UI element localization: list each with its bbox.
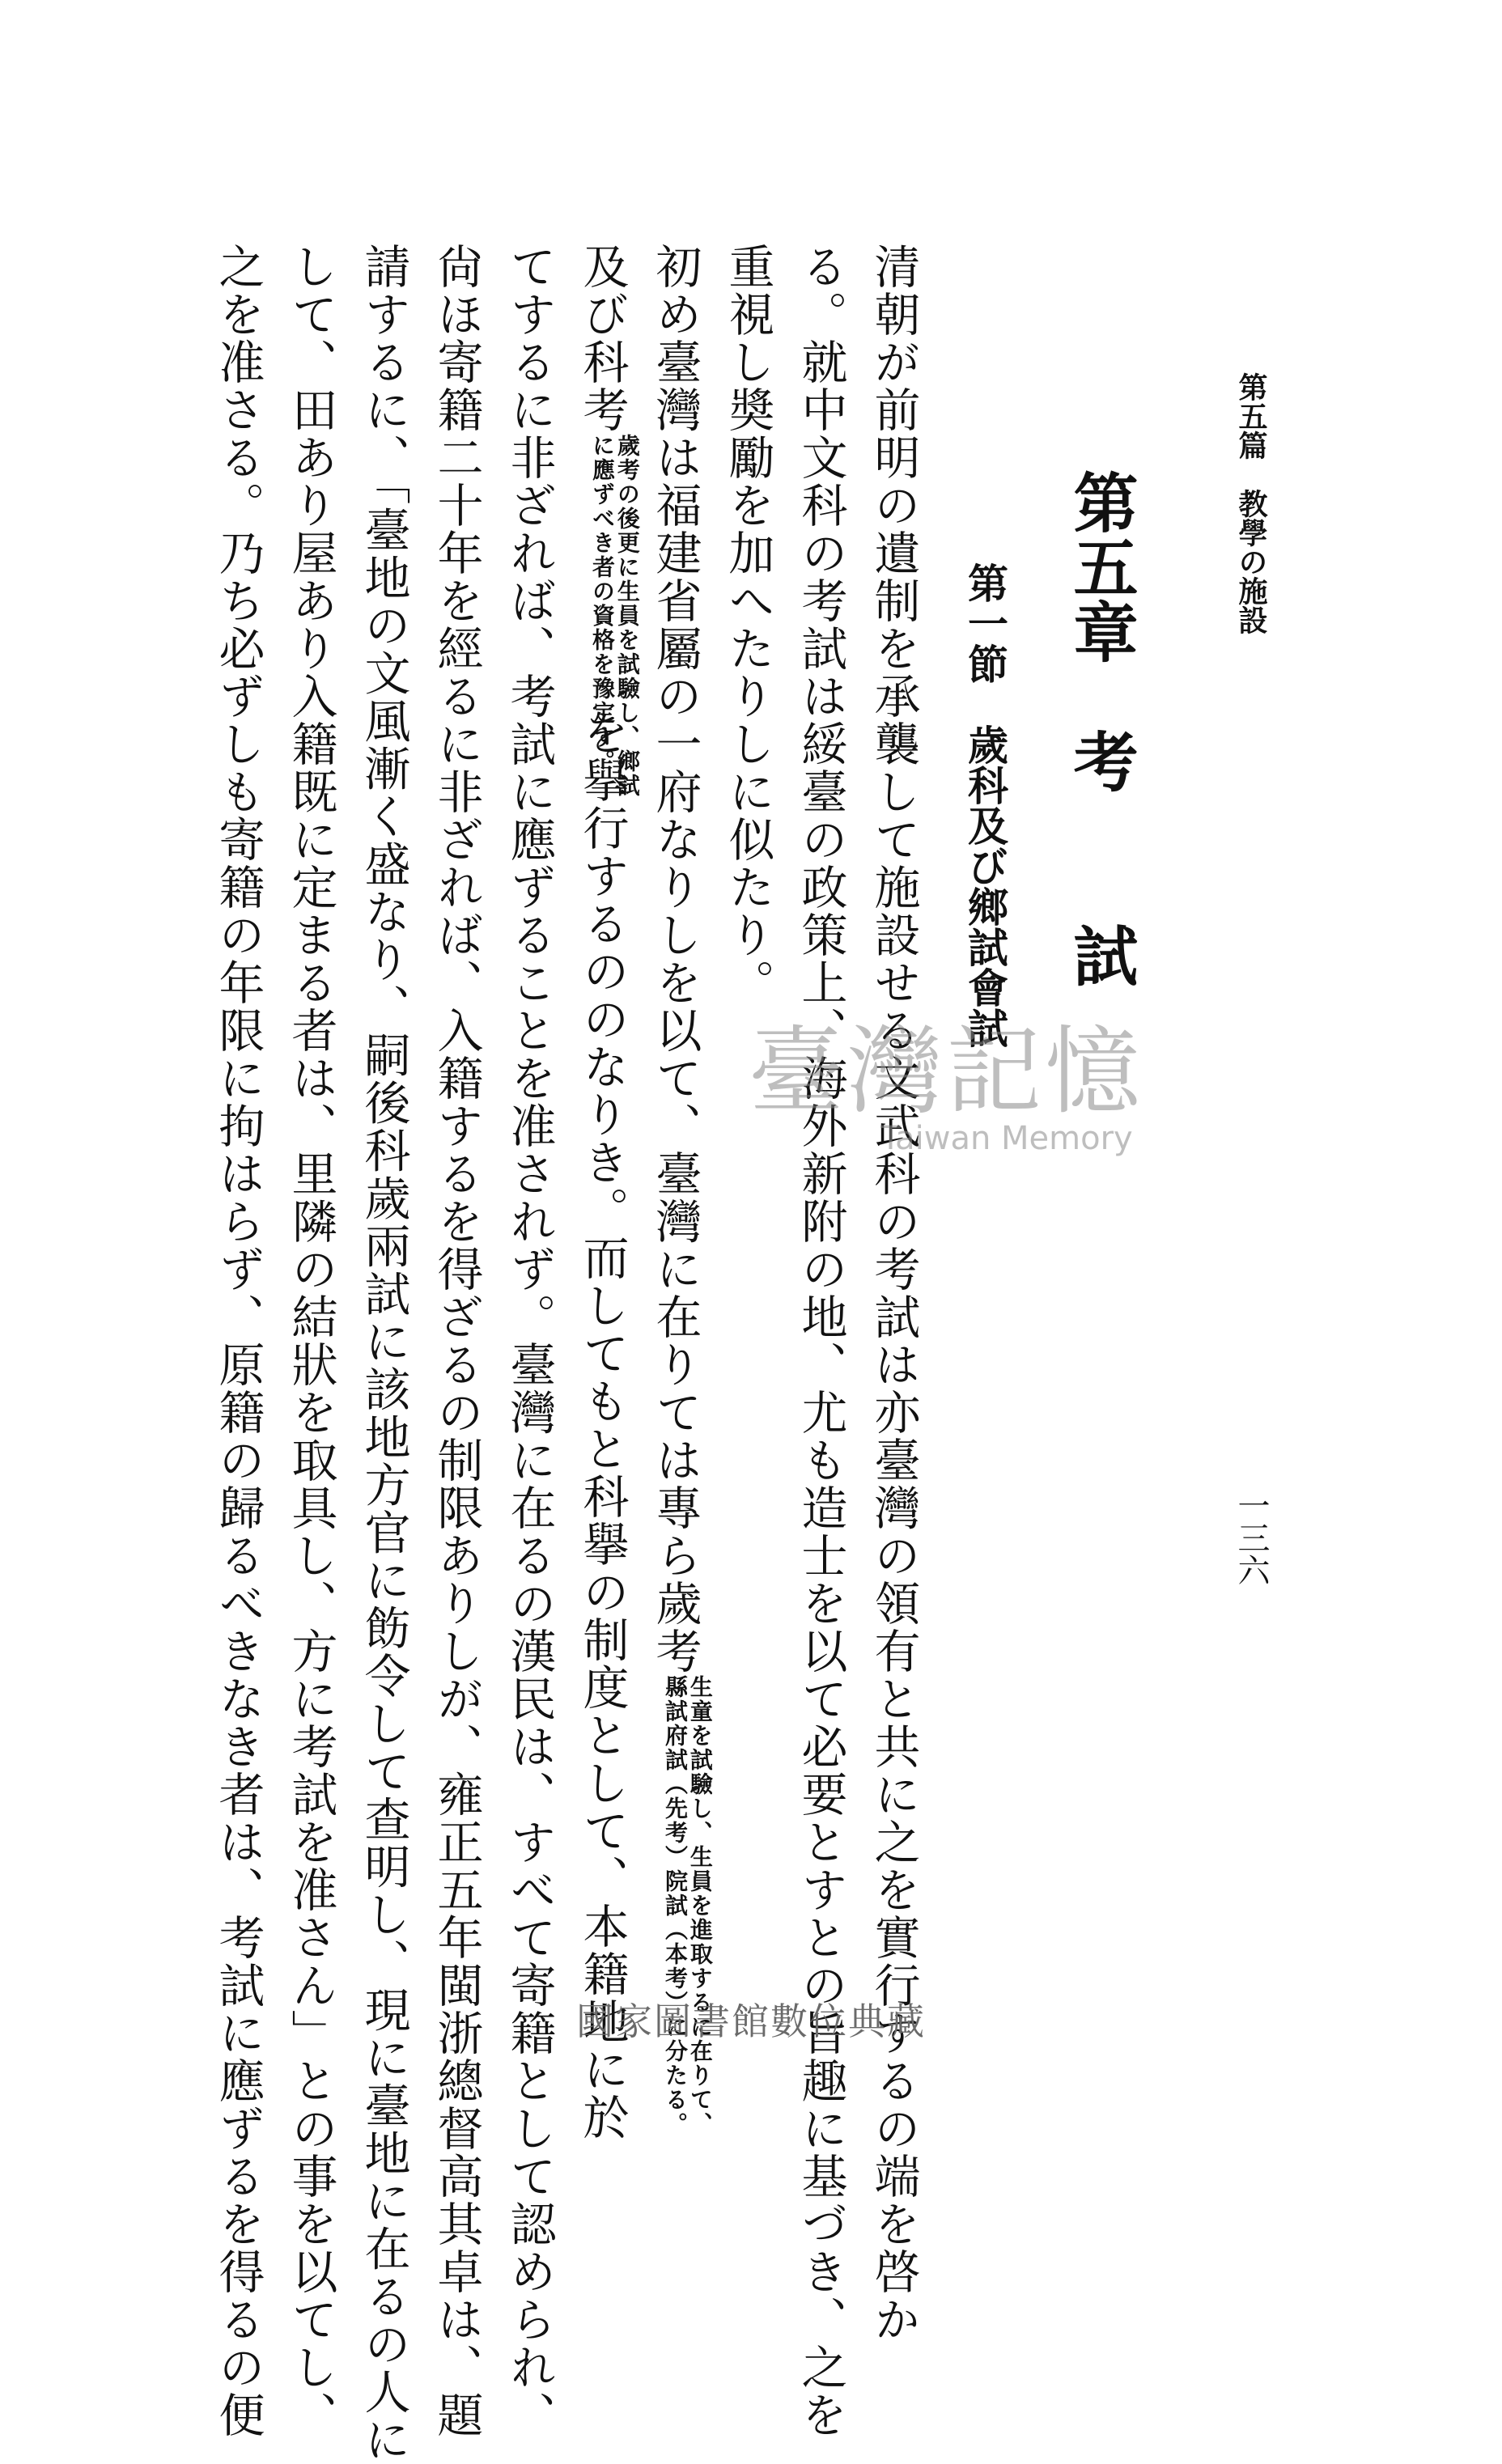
footer-archive-label: 國家圖書館數位典藏 (576, 2000, 926, 2043)
interlinear-note-2 (589, 434, 641, 798)
body-column-3: 重視し奬勵を加へたりしに似たり。 (721, 243, 774, 1007)
column-4-text: 初め臺灣は福建省屬の一府なりしを以て、臺灣に在りては專ら歲考 (648, 243, 702, 1675)
body-column-6: てするに非ざれば、考試に應ずることを准されず。臺灣に在るの漢民は、すべて寄籍として認められ、 (503, 243, 556, 2439)
body-column-4 (648, 243, 715, 2136)
section-title: 第一節 歲科及び鄉試會試 (961, 562, 1009, 1048)
body-column-8: 請するに、「臺地の文風漸く盛なり、嗣後科歲兩試に該地方官に飭令して查明し、現に臺地に在るの人に (357, 243, 410, 2464)
note-2-line-2: に應ずべき者の資格を豫定す。 (589, 434, 617, 774)
interlinear-note-1 (662, 1675, 714, 2136)
watermark-cjk: 臺灣記憶 (749, 1016, 1144, 1127)
page-number: 一三六 (1233, 1489, 1270, 1586)
body-column-10: 之を准さる。乃ち必ずしも寄籍の年限に拘はらず、原籍の歸るべきなき者は、考試に應ずるを得るの便 (211, 243, 265, 2439)
running-head: 第五篇 教學の施設 (1234, 372, 1268, 634)
body-column-1: 清朝が前明の遺制を承襲して施設せる文武科の考試は亦臺灣の領有と共に之を實行するの端を啓か (867, 243, 920, 2343)
body-column-7: 尙ほ寄籍二十年を經るに非ざれば、入籍するを得ざるの制限ありしが、雍正五年閩浙總督高其卓は、題 (430, 243, 483, 2439)
body-column-2: る。就中文科の考試は綏臺の政策上、海外新附の地、尤も造士を以て必要とすとの旨趣に基づき、之を (794, 243, 847, 2439)
column-5-text-b: を擧行するののなりき。而してもと科擧の制度として、本籍地に於 (575, 709, 629, 2141)
note-1-line-1: 生童を試驗し、生員を進取するに在りて、 (686, 1675, 714, 2136)
note-1-line-2: 縣試府試（先考）院試（本考）に分たる。 (662, 1675, 689, 2136)
taiwan-memory-watermark (749, 1016, 1144, 1158)
column-5-text-a: 及び科考 (575, 243, 629, 434)
watermark-en: Taiwan Memory (880, 1120, 1133, 1157)
body-column-5 (575, 243, 643, 2141)
chapter-title: 第五章 考 試 (1063, 469, 1139, 987)
note-2-line-1: 歲考の後更に生員を試驗し、鄉試 (613, 434, 641, 798)
body-column-9: して、田あり屋あり入籍既に定まる者は、里隣の結狀を取具し、方に考試を准さん」との事を以てし、 (284, 243, 337, 2439)
